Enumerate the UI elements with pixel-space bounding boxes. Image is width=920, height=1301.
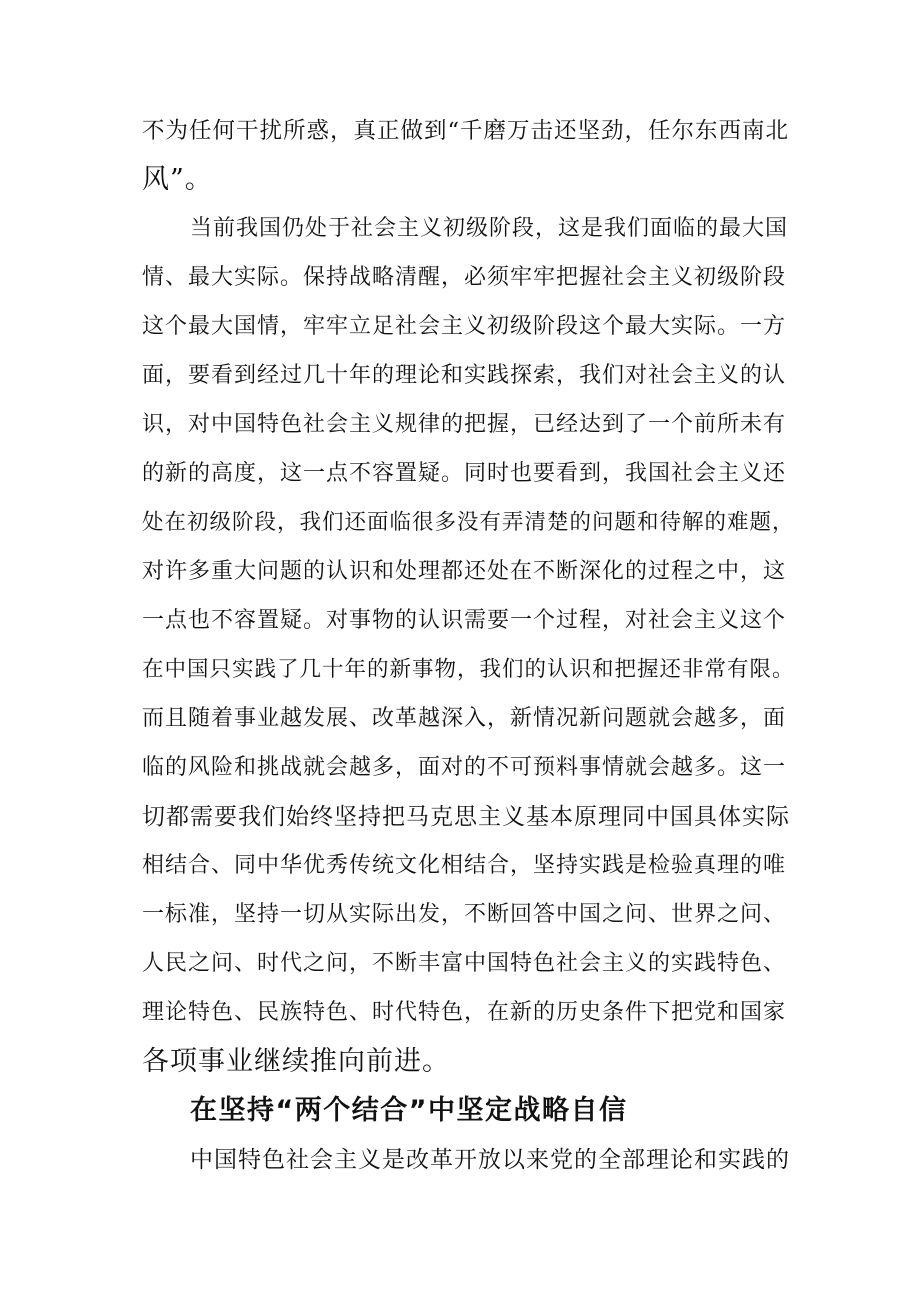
text-line: 各项事业继续推向前进。 <box>142 1046 450 1077</box>
text-line: 理论特色、民族特色、时代特色，在新的历史条件下把党和国家 <box>142 1000 787 1025</box>
text-line: 处在初级阶段，我们还面临很多没有弄清楚的问题和待解的难题， <box>142 510 795 535</box>
text-line: 一标准，坚持一切从实际出发，不断回答中国之问、世界之问、 <box>142 902 787 927</box>
section-heading: 在坚持“两个结合”中坚定战略自信 <box>190 1095 628 1126</box>
text-line: 人民之问、时代之问，不断丰富中国特色社会主义的实践特色、 <box>142 951 787 976</box>
text-line: 对许多重大问题的认识和处理都还处在不断深化的过程之中，这 <box>142 559 787 584</box>
text-line: 面，要看到经过几十年的理论和实践探索，我们对社会主义的认 <box>142 363 787 388</box>
paragraph-first-line: 当前我国仍处于社会主义初级阶段，这是我们面临的最大国 <box>190 216 789 241</box>
text-line: 不为任何干扰所惑，真正做到“千磨万击还坚劲，任尔东西南北 <box>142 118 790 144</box>
text-line: 切都需要我们始终坚持把马克思主义基本原理同中国具体实际 <box>142 804 790 830</box>
paragraph-first-line: 中国特色社会主义是改革开放以来党的全部理论和实践的 <box>190 1147 790 1173</box>
text-line: 识，对中国特色社会主义规律的把握，已经达到了一个前所未有 <box>142 412 787 437</box>
text-line: 相结合、同中华优秀传统文化相结合，坚持实践是检验真理的唯 <box>142 853 787 878</box>
text-line: 而且随着事业越发展、改革越深入，新情况新问题就会越多，面 <box>142 706 787 731</box>
text-line: 临的风险和挑战就会越多，面对的不可预料事情就会越多。这一 <box>142 755 787 780</box>
text-line: 在中国只实践了几十年的新事物，我们的认识和把握还非常有限。 <box>142 657 795 682</box>
text-line: 风”。 <box>142 164 213 195</box>
text-line: 一点也不容置疑。对事物的认识需要一个过程，对社会主义这个 <box>142 608 787 633</box>
text-line: 的新的高度，这一点不容置疑。同时也要看到，我国社会主义还 <box>142 461 787 486</box>
text-line: 这个最大国情，牢牢立足社会主义初级阶段这个最大实际。一方 <box>142 314 787 339</box>
text-line: 情、最大实际。保持战略清醒，必须牢牢把握社会主义初级阶段 <box>142 265 787 290</box>
